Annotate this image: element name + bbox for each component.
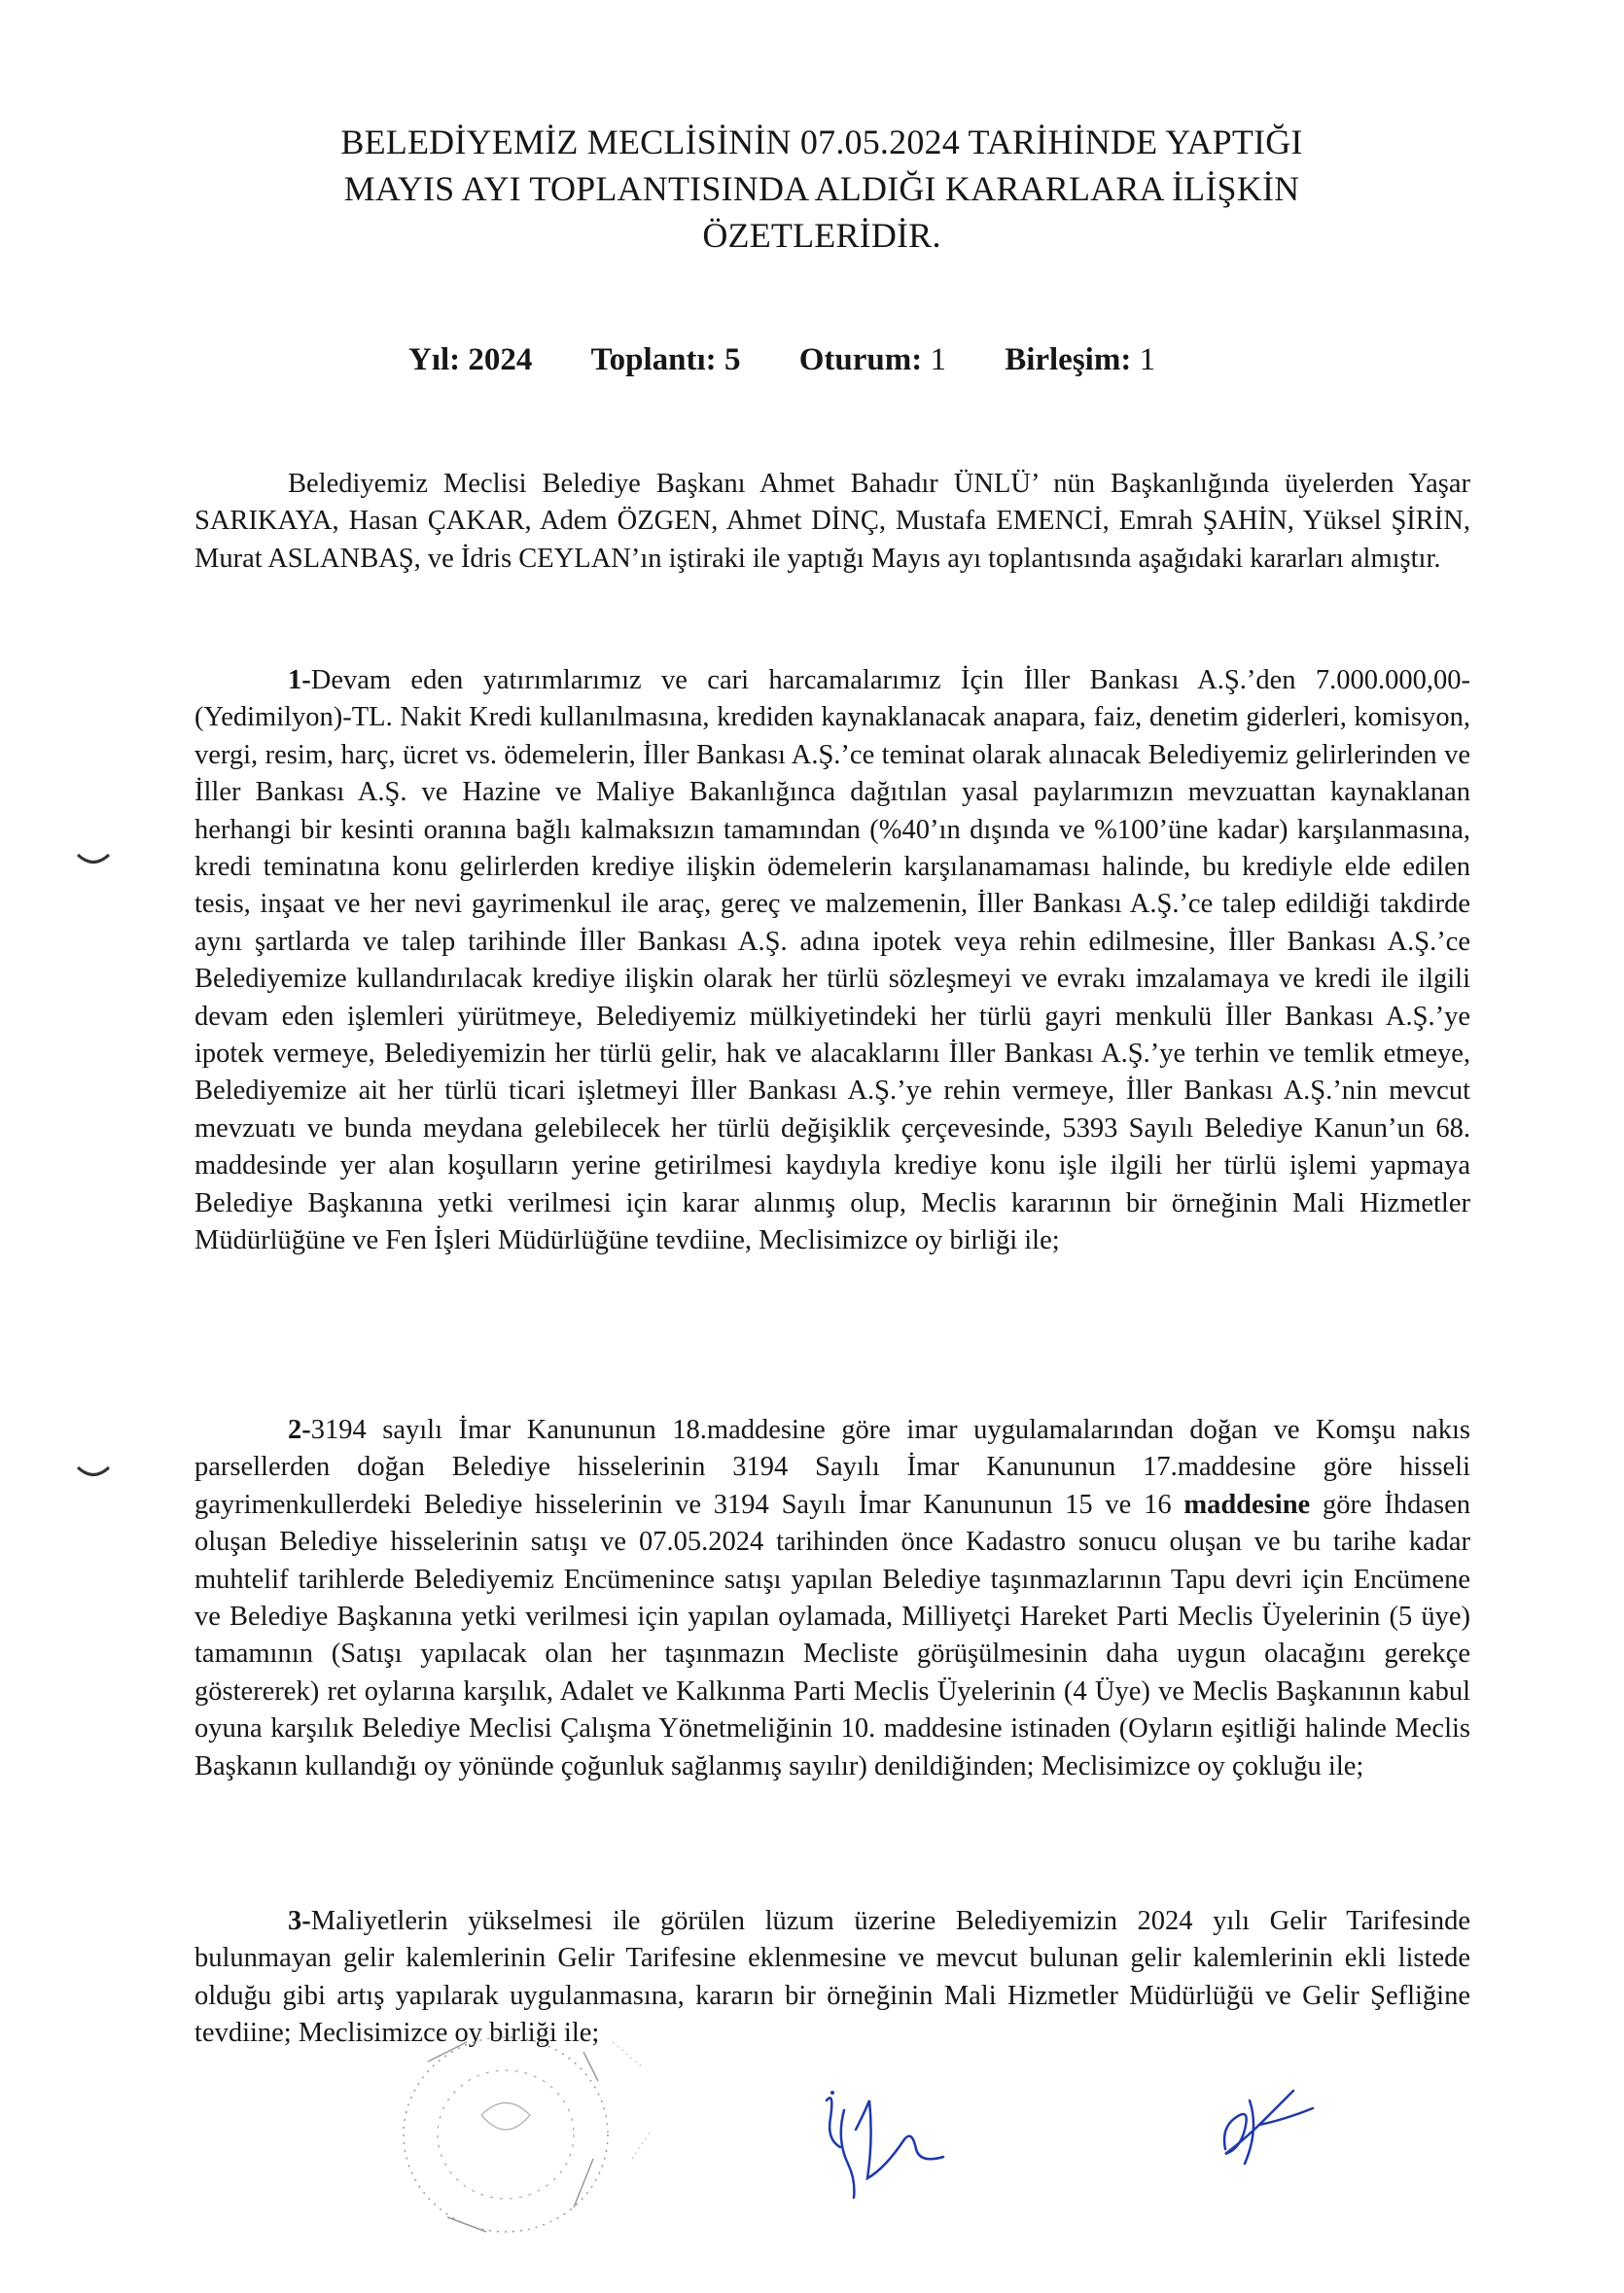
decision-3-text: Maliyetlerin yükselmesi ile görülen lüzum üzerine Belediyemizin 2024 yılı Gelir Tarifesinde bulunmayan gelir kalemlerinin Gelir Tarifesine eklenmesine ve mevcut bulunan gelir kalemlerinin ekli listede olduğu gibi artış yapılarak uygulanmasına, kararın bir örneğinin Mali Hizmetler Müdürlüğü ve Gelir Şefliğine tevdiine; Meclisimizce oy birliği ile;: [194, 1906, 1470, 2049]
punch-mark-bottom: [76, 1464, 111, 1482]
session-year: [408, 340, 532, 379]
title-line-3: ÖZETLERİDİR.: [702, 216, 941, 255]
municipal-seal-stamp: [389, 2023, 710, 2266]
session-info: [408, 340, 1284, 379]
sitting-label: Oturum:: [798, 342, 923, 377]
document-title: [282, 119, 1361, 259]
meeting-value: 5: [724, 342, 741, 377]
decision-1-number: 1-: [288, 665, 311, 695]
session-sitting: [799, 340, 946, 379]
decision-1: [194, 662, 1470, 1260]
title-line-2: MAYIS AYI TOPLANTISINDA ALDIĞI KARARLARA İLİŞKİN: [343, 169, 1300, 208]
year-label: Yıl:: [408, 342, 461, 377]
meeting-label: Toplantı:: [590, 342, 717, 377]
decision-2-bold-word: maddesine: [1183, 1489, 1311, 1520]
session-birlesim: [1005, 340, 1155, 379]
decision-2-text-b: göre İhdasen oluşan Belediye hisselerinin satışı ve 07.05.2024 tarihinden önce Kadastro sonucu oluşan ve bu tarihe kadar muhtelif tarihlerde Belediyemiz Encümenince satışı yapılan Belediye taşınmazlarının Tapu devri için Encümene ve Belediye Başkanına yetki verilmesi için yapılan oylamada, Milliyetçi Hareket Parti Meclis Üyelerinin (5 üye) tamamının (Satışı yapılacak olan her taşınmazın Mecliste görüşülmesinin daha uygun olacağını gerekçe göstererek) ret oylarına karşılık, Adalet ve Kalkınma Parti Meclis Üyelerinin (4 Üye) ve Meclis Başkanının kabul oyuna karşılık Belediye Meclisi Çalışma Yönetmeliğinin 10. maddesine istinaden (Oyların eşitliği halinde Meclis Başkanın kullandığı oy yönünde çoğunluk sağlanmış sayılır) denildiğinden; Meclisimizce oy çokluğu ile;: [194, 1489, 1471, 1781]
intro-text: Belediyemiz Meclisi Belediye Başkanı Ahmet Bahadır ÜNLÜ’ nün Başkanlığında üyelerden Yaşar SARIKAYA, Hasan ÇAKAR, Adem ÖZGEN, Ahmet DİNÇ, Mustafa EMENCİ, Emrah ŞAHİN, Yüksel ŞİRİN, Murat ASLANBAŞ, ve İdris CEYLAN’ın iştiraki ile yaptığı Mayıs ayı toplantısında aşağıdaki kararları almıştır.: [194, 469, 1470, 574]
decision-1-text: Devam eden yatırımlarımız ve cari harcamalarımız İçin İller Bankası A.Ş.’den 7.000.000,00- (Yedimilyon)-TL. Nakit Kredi kullanılmasına, krediden kaynaklanacak anapara, faiz, denetim giderleri, komisyon, vergi, resim, harç, ücret vs. ödemelerin, İller Bankası A.Ş.’ce teminat olarak alınacak Belediyemiz gelirlerinden ve İller Bankası A.Ş. ve Hazine ve Maliye Bakanlığınca dağıtılan yasal paylarımızın mevzuattan kaynaklanan herhangi bir kesinti oranına bağlı kalmaksızın tamamından (%40’ın dışında ve %100’üne kadar) karşılanmasına, kredi teminatına konu gelirlerden krediye ilişkin ödemelerin karşılanamaması halinde, bu krediyle elde edilen tesis, inşaat ve her nevi gayrimenkul ile araç, gereç ve malzemenin, İller Bankası A.Ş.’ce talep edildiği takdirde aynı şartlarda ve talep tarihinde İller Bankası A.Ş. adına ipotek veya rehin edilmesine, İller Bankası A.Ş.’ce Belediyemize kullandırılacak krediye ilişkin olarak her türlü sözleşmeyi ve evrakı imzalamaya ve kredi ile ilgili devam eden işlemleri yürütmeye, Belediyemiz mülkiyetindeki her türlü gayri menkulü İller Bankası A.Ş.’ye ipotek vermeye, Belediyemizin her türlü gelir, hak ve alacaklarını İller Bankası A.Ş.’ye terhin ve temlik etmeye, Belediyemize ait her türlü ticari işletmeyi İller Bankası A.Ş.’ye rehin vermeye, İller Bankası A.Ş.’nin mevcut mevzuatı ve bunda meydana gelebilecek her türlü değişiklik çerçevesinde, 5393 Sayılı Belediye Kanun’un 68. maddesinde yer alan koşulların yerine getirilmesi kaydıyla krediye konu işle ilgili her türlü işlemi yapmaya Belediye Başkanına yetki verilmesi için karar alınmış olup, Meclis kararının bir örneğinin Mali Hizmetler Müdürlüğüne ve Fen İşleri Müdürlüğüne tevdiine, Meclisimizce oy birliği ile;: [194, 665, 1470, 1256]
intro-paragraph: [194, 466, 1470, 578]
signature-right: [1206, 2071, 1323, 2178]
decision-3: [194, 1903, 1470, 2053]
decision-3-number: 3-: [288, 1906, 311, 1936]
birlesim-value: 1: [1139, 342, 1156, 377]
signature-left: [797, 2071, 953, 2207]
sitting-value: 1: [930, 342, 946, 377]
title-line-1: BELEDİYEMİZ MECLİSİNİN 07.05.2024 TARİHİNDE YAPTIĞI: [340, 123, 1303, 161]
year-value: 2024: [468, 342, 533, 377]
birlesim-label: Birleşim:: [1005, 342, 1132, 377]
punch-mark-top: [76, 852, 111, 869]
decision-2-text-a: 3194 sayılı İmar Kanununun 18.maddesine göre imar uygulamalarından doğan ve Komşu nakıs parsellerden doğan Belediye hisselerinin 3194 Sayılı İmar Kanununun 17.maddesine göre hisseli gayrimenkullerdeki Belediye hisselerinin ve 3194 Sayılı İmar Kanununun 15 ve 16: [194, 1415, 1470, 1520]
decision-2-number: 2-: [288, 1415, 311, 1445]
session-meeting: [591, 340, 741, 379]
decision-2: [194, 1412, 1470, 1785]
